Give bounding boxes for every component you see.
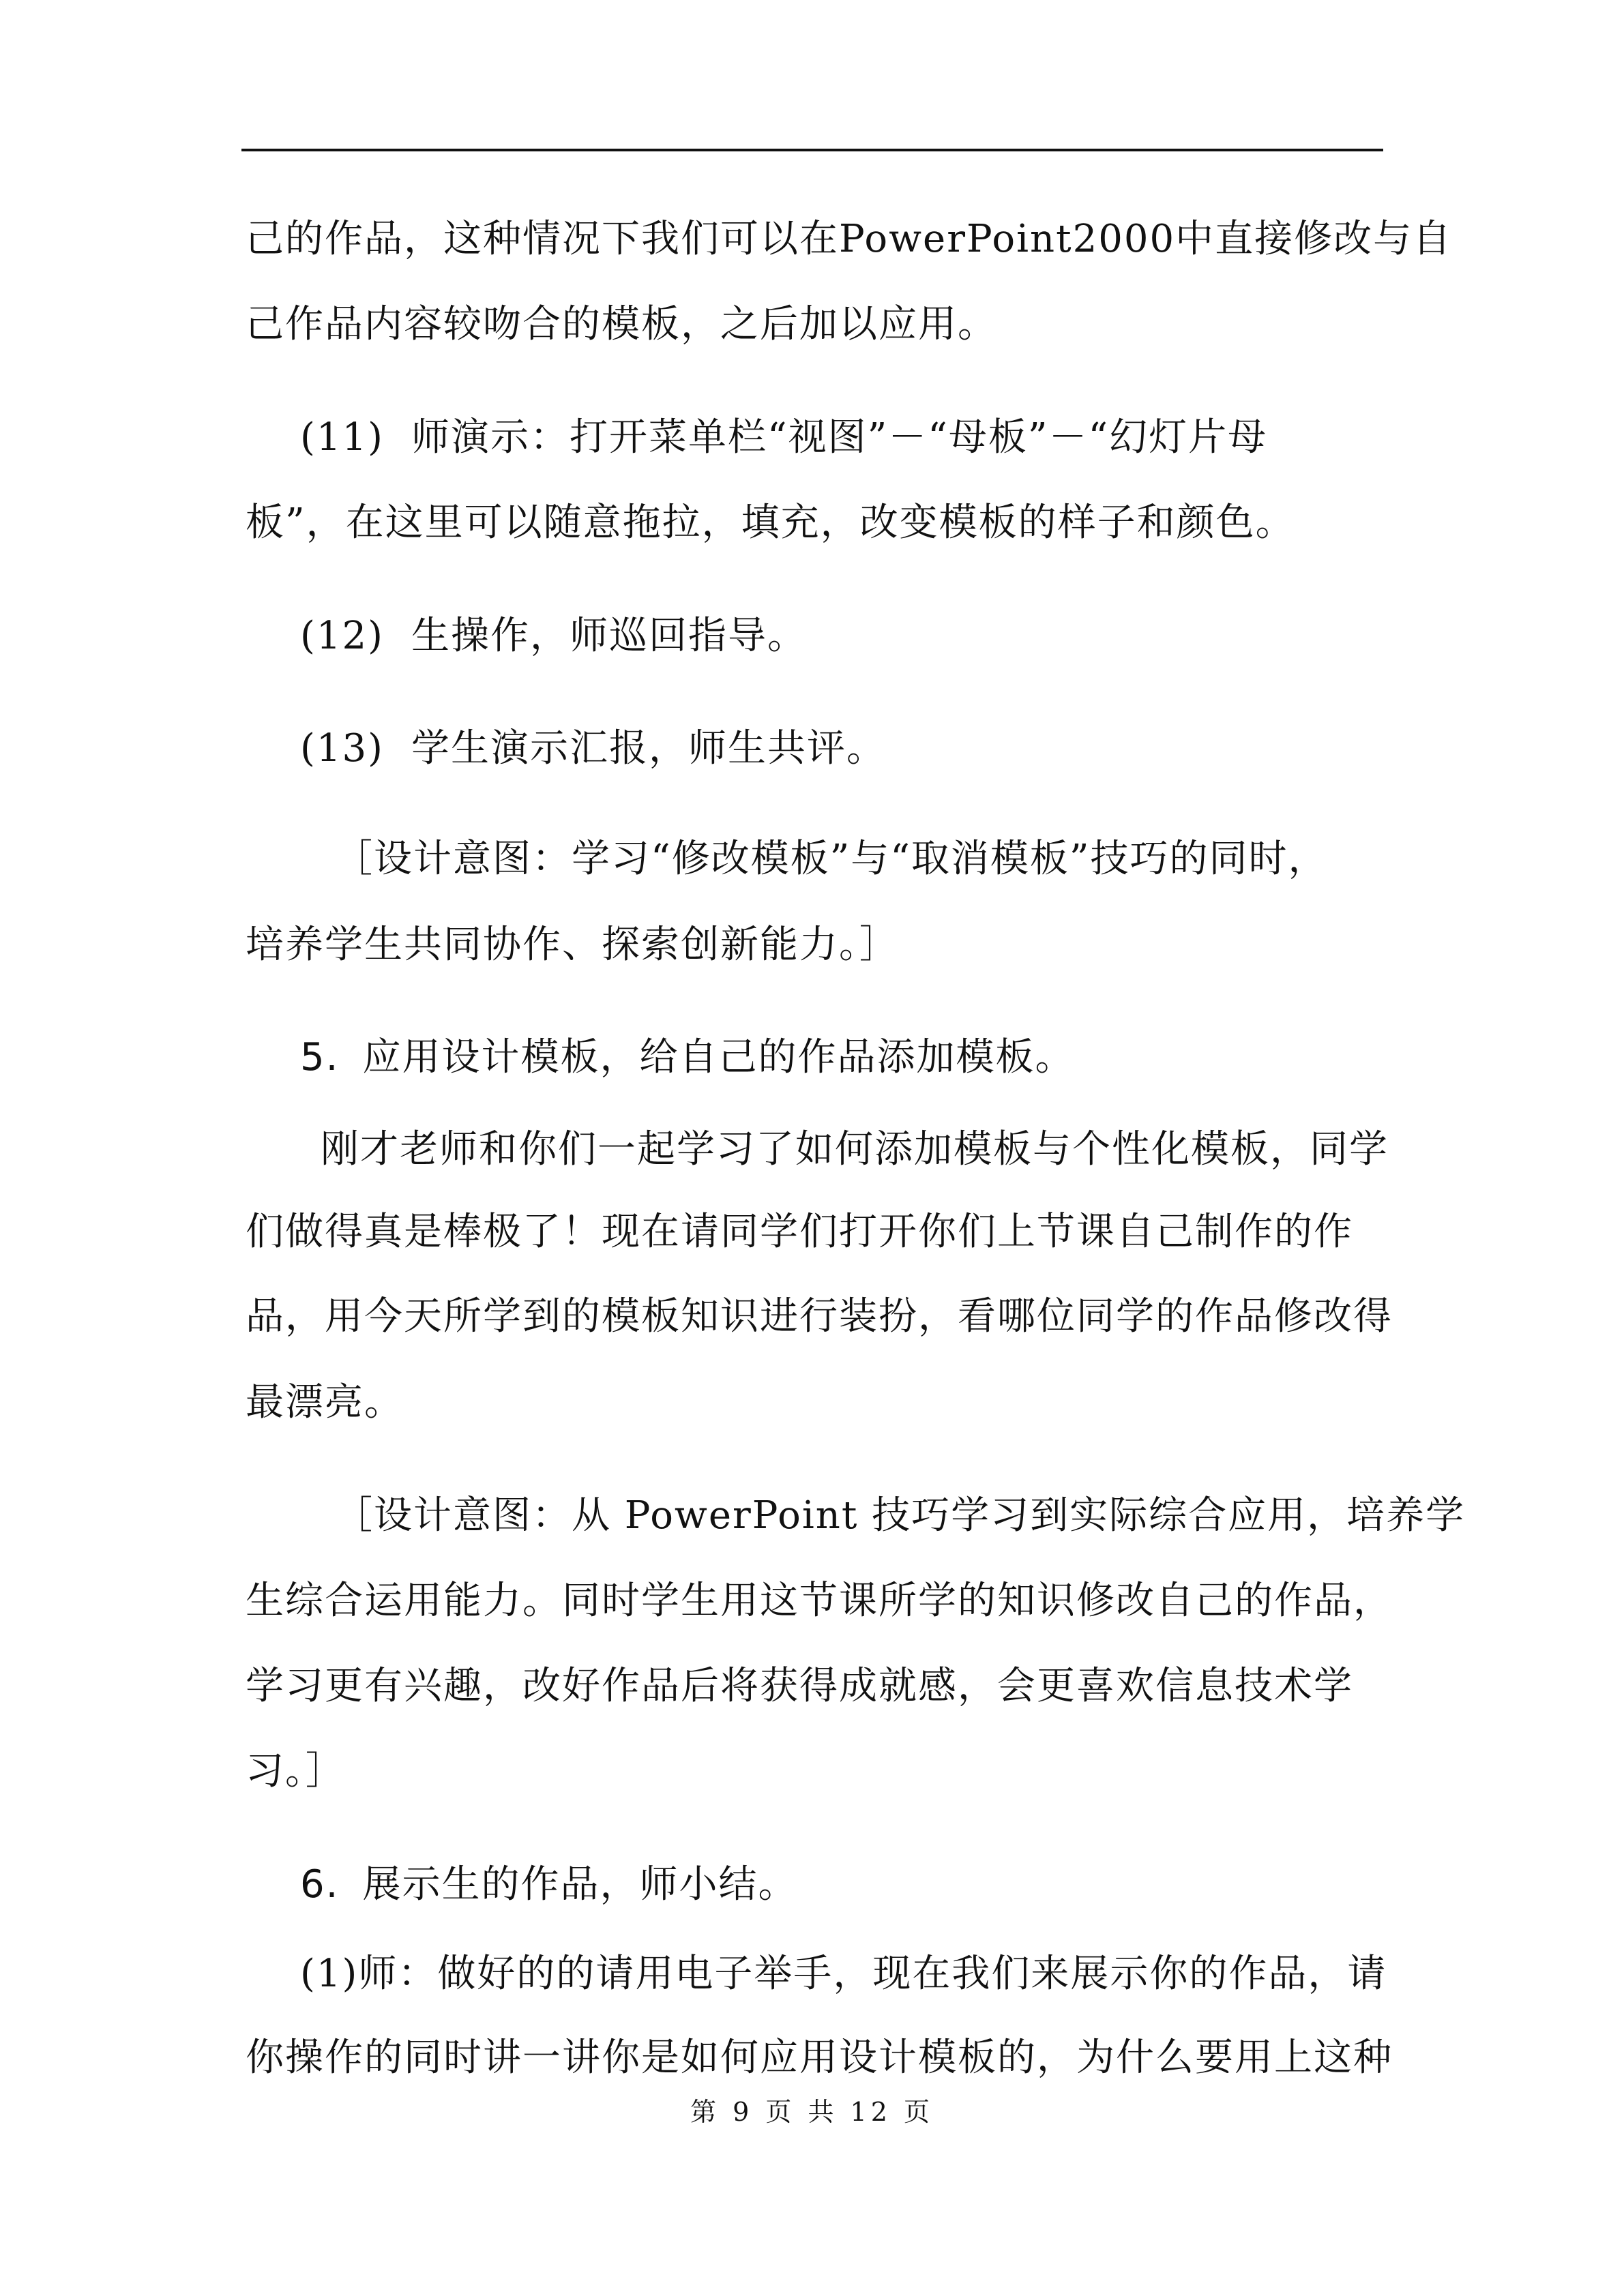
paragraph-line: 品，用今天所学到的模板知识进行装扮，看哪位同学的作品修改得 — [246, 1294, 1393, 1339]
design-intent-line: 习。］ — [246, 1749, 345, 1793]
header-rule — [241, 149, 1383, 151]
numbered-item-13 — [300, 721, 886, 776]
numbered-item-12 — [300, 609, 807, 664]
item-text: 生操作，师巡回指导。 — [411, 614, 807, 658]
paragraph-line: 板”，在这里可以随意拖拉，填充，改变模板的样子和颜色。 — [246, 501, 1295, 545]
item-number: 6. — [300, 1862, 340, 1907]
paragraph-line: 们做得真是棒极了！现在请同学们打开你们上节课自己制作的作 — [246, 1210, 1353, 1254]
paragraph-line: 你操作的同时讲一讲你是如何应用设计模板的，为什么要用上这种 — [246, 2036, 1393, 2080]
design-intent-line: 培养学生共同协作、探索创新能力。］ — [246, 923, 899, 967]
item-text: 学生演示汇报，师生共评。 — [411, 726, 886, 771]
item-number: 5. — [300, 1035, 340, 1079]
paragraph-line: (1)师：做好的的请用电子举手，现在我们来展示你的作品，请 — [300, 1952, 1387, 1996]
paragraph-line: 刚才老师和你们一起学习了如何添加模板与个性化模板，同学 — [321, 1127, 1389, 1172]
paragraph-line: 最漂亮。 — [246, 1380, 404, 1425]
paragraph-line: 己的作品，这种情况下我们可以在PowerPoint2000中直接修改与自 — [246, 217, 1453, 261]
item-text: 师演示：打开菜单栏“视图”－“母板”－“幻灯片母 — [411, 415, 1268, 460]
design-intent-line: ［设计意图：从 PowerPoint 技巧学习到实际综合应用，培养学 — [334, 1493, 1466, 1538]
numbered-item-11 — [300, 411, 1267, 465]
numbered-item-6 — [300, 1858, 797, 1912]
design-intent-line: 学习更有兴趣，改好作品后将获得成就感，会更喜欢信息技术学 — [246, 1664, 1353, 1708]
item-number: (11) — [300, 415, 384, 460]
design-intent-line: ［设计意图：学习“修改模板”与“取消模板”技巧的同时， — [334, 837, 1328, 881]
page-number-footer: 第 9 页 共 12 页 — [690, 2097, 934, 2127]
item-text: 展示生的作品，师小结。 — [362, 1862, 798, 1907]
item-text: 应用设计模板，给自己的作品添加模板。 — [362, 1035, 1075, 1079]
item-number: (13) — [300, 726, 384, 771]
numbered-item-5 — [300, 1030, 1074, 1085]
paragraph-line: 己作品内容较吻合的模板，之后加以应用。 — [246, 302, 997, 346]
item-number: (12) — [300, 614, 384, 658]
design-intent-line: 生综合运用能力。同时学生用这节课所学的知识修改自己的作品， — [246, 1579, 1393, 1623]
